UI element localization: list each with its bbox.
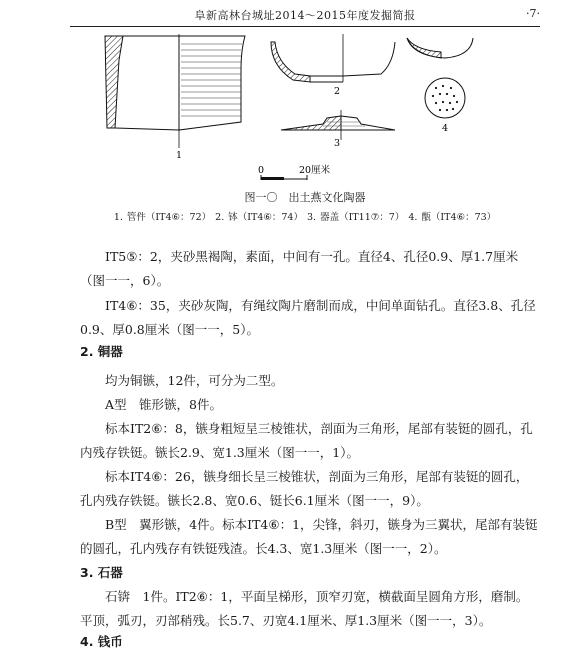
body-paragraph: B型 翼形镞，4件。标本ⅠT4⑥：1，尖锋，斜刃，镞身为三翼状，尾部有装铤的圆孔，孔内残存有铁铤残渣。长4.3、宽1.3厘米（图一一，2）。 xyxy=(80,517,538,556)
figure-item-number: 4 xyxy=(442,123,449,134)
body-paragraph: 标本ⅠT2⑥：8，镞身粗短呈三棱锥状，剖面为三角形，尾部有装铤的圆孔，孔内残存铁铤。镞长2.9、宽1.3厘米（图一一，1）。 xyxy=(80,421,533,460)
journal-title: 阜新高林台城址2014～2015年度发掘简报 xyxy=(194,9,416,22)
figure-caption: 图一〇 出土燕文化陶器 xyxy=(244,191,366,204)
pottery-drawing-lid xyxy=(281,110,395,140)
page-number: ·7· xyxy=(526,7,540,20)
body-paragraph: 均为铜镞，12件，可分为二型。 xyxy=(105,373,284,388)
pottery-figure xyxy=(95,30,475,188)
scale-bar xyxy=(258,164,331,180)
pottery-drawing-steamer xyxy=(407,38,473,118)
figure-item-number: 3 xyxy=(334,138,341,149)
scale-end-label: 20厘米 xyxy=(299,165,331,176)
section-heading-bronze: 2. 铜器 xyxy=(80,344,123,359)
running-header xyxy=(70,4,540,27)
body-paragraph: ⅠT5⑤：2，夹砂黑褐陶，素面，中间有一孔。直径4、孔径0.9、厚1.7厘米（图一一，6）。 xyxy=(80,249,519,288)
figure-legend: 1. 管件（ⅠT4⑥：72） 2. 钵（ⅠT4⑥：74） 3. 器盖（ⅠT11⑦：7） 4. 甑（ⅠT4⑥：73） xyxy=(113,212,497,223)
body-paragraph: 标本ⅠT4⑥：26，镞身细长呈三棱锥状，剖面为三角形，尾部有装铤的圆孔，孔内残存铁铤。镞长2.8、宽0.6、铤长6.1厘米（图一一，9）。 xyxy=(80,469,529,508)
body-paragraph: 石锛 1件。ⅠT2⑥：1，平面呈梯形，顶窄刃宽，横截面呈圆角方形，磨制。平顶，弧刃，刃部稍残。长5.7、刃宽4.1厘米、厚1.3厘米（图一一，3）。 xyxy=(80,589,529,628)
figure-item-number: 2 xyxy=(334,86,341,97)
scale-start-label: 0 xyxy=(258,165,265,176)
section-heading-stone: 3. 石器 xyxy=(80,565,123,580)
pottery-drawing-bowl xyxy=(271,34,395,82)
pottery-drawing-pipe-fitting xyxy=(105,34,245,148)
section-heading-coins: 4. 钱币 xyxy=(80,634,123,649)
figure-item-number: 1 xyxy=(176,150,183,161)
body-paragraph: ⅠT4⑥：35，夹砂灰陶，有绳纹陶片磨制而成，中间单面钻孔。直径3.8、孔径0.9、厚0.8厘米（图一一，5）。 xyxy=(80,298,536,337)
body-paragraph: A型 锥形镞，8件。 xyxy=(105,397,222,412)
